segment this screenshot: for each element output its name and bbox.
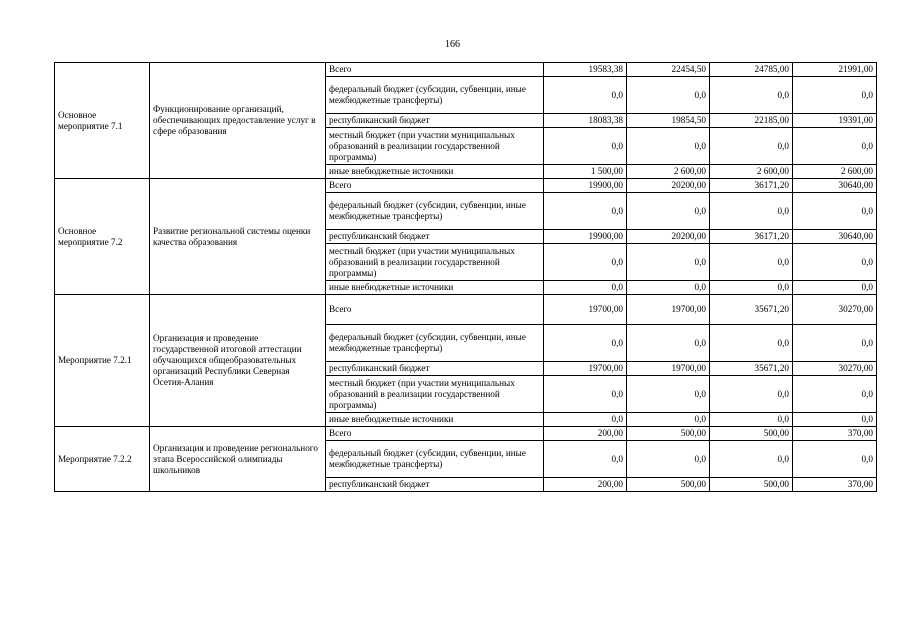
amount-cell: 0,0 [793,244,877,281]
activity-cell: Мероприятие 7.2.2 [55,427,150,492]
amount-cell: 0,0 [793,441,877,478]
funding-source-cell: местный бюджет (при участии муниципальных образований в реализации государственной программы) [326,128,544,165]
activity-cell: Основное мероприятие 7.1 [55,63,150,179]
amount-cell: 19700,00 [544,295,627,325]
amount-cell: 0,0 [544,193,627,230]
amount-cell: 200,00 [544,427,627,441]
funding-source-cell: федеральный бюджет (субсидии, субвенции, иные межбюджетные трансферты) [326,441,544,478]
amount-cell: 0,0 [627,413,710,427]
activity-cell: Основное мероприятие 7.2 [55,179,150,295]
table-row [55,63,877,77]
activity-name-cell: Функционирование организаций, обеспечивающих предоставление услуг в сфере образования [150,63,326,179]
amount-cell: 0,0 [627,281,710,295]
amount-cell: 0,0 [627,244,710,281]
table-row [55,427,877,441]
amount-cell: 0,0 [710,281,793,295]
page-number: 166 [445,39,460,50]
amount-cell: 0,0 [793,281,877,295]
activity-cell: Мероприятие 7.2.1 [55,295,150,427]
amount-cell: 370,00 [793,427,877,441]
budget-table-body [55,63,877,492]
amount-cell: 20200,00 [627,230,710,244]
amount-cell: 0,0 [793,193,877,230]
funding-source-cell: федеральный бюджет (субсидии, субвенции, иные межбюджетные трансферты) [326,325,544,362]
amount-cell: 21991,00 [793,63,877,77]
amount-cell: 2 600,00 [710,165,793,179]
amount-cell: 370,00 [793,478,877,492]
amount-cell: 19583,38 [544,63,627,77]
amount-cell: 0,0 [627,325,710,362]
amount-cell: 30270,00 [793,295,877,325]
amount-cell: 19900,00 [544,179,627,193]
table-row [55,179,877,193]
amount-cell: 0,0 [793,325,877,362]
amount-cell: 2 600,00 [627,165,710,179]
amount-cell: 500,00 [710,427,793,441]
amount-cell: 0,0 [710,376,793,413]
amount-cell: 0,0 [544,77,627,114]
amount-cell: 35671,20 [710,295,793,325]
amount-cell: 500,00 [710,478,793,492]
table-row [55,295,877,325]
amount-cell: 0,0 [627,77,710,114]
amount-cell: 19854,50 [627,114,710,128]
amount-cell: 0,0 [710,244,793,281]
amount-cell: 0,0 [544,376,627,413]
funding-source-cell: местный бюджет (при участии муниципальных образований в реализации государственной программы) [326,376,544,413]
amount-cell: 1 500,00 [544,165,627,179]
amount-cell: 22454,50 [627,63,710,77]
amount-cell: 0,0 [793,77,877,114]
activity-name-cell: Организация и проведение государственной итоговой аттестации обучающихся общеобразовательных организаций Республики Северная Осетия-Алания [150,295,326,427]
amount-cell: 19700,00 [627,295,710,325]
amount-cell: 20200,00 [627,179,710,193]
amount-cell: 24785,00 [710,63,793,77]
amount-cell: 0,0 [710,128,793,165]
amount-cell: 30640,00 [793,179,877,193]
funding-source-cell: Всего [326,295,544,325]
amount-cell: 19700,00 [627,362,710,376]
amount-cell: 0,0 [710,413,793,427]
amount-cell: 19900,00 [544,230,627,244]
funding-source-cell: республиканский бюджет [326,114,544,128]
amount-cell: 0,0 [710,193,793,230]
funding-source-cell: Всего [326,179,544,193]
amount-cell: 500,00 [627,478,710,492]
funding-source-cell: местный бюджет (при участии муниципальных образований в реализации государственной программы) [326,244,544,281]
amount-cell: 36171,20 [710,230,793,244]
amount-cell: 0,0 [627,193,710,230]
amount-cell: 500,00 [627,427,710,441]
funding-source-cell: республиканский бюджет [326,478,544,492]
amount-cell: 19700,00 [544,362,627,376]
funding-source-cell: иные внебюджетные источники [326,281,544,295]
amount-cell: 18083,38 [544,114,627,128]
amount-cell: 0,0 [627,441,710,478]
amount-cell: 30270,00 [793,362,877,376]
amount-cell: 30640,00 [793,230,877,244]
funding-source-cell: Всего [326,427,544,441]
amount-cell: 0,0 [627,128,710,165]
amount-cell: 19391,00 [793,114,877,128]
amount-cell: 0,0 [544,325,627,362]
amount-cell: 35671,20 [710,362,793,376]
amount-cell: 2 600,00 [793,165,877,179]
amount-cell: 0,0 [793,128,877,165]
funding-source-cell: федеральный бюджет (субсидии, субвенции, иные межбюджетные трансферты) [326,193,544,230]
budget-table [54,62,877,492]
funding-source-cell: республиканский бюджет [326,362,544,376]
activity-name-cell: Развитие региональной системы оценки качества образования [150,179,326,295]
amount-cell: 0,0 [544,413,627,427]
amount-cell: 0,0 [793,376,877,413]
amount-cell: 0,0 [627,376,710,413]
amount-cell: 200,00 [544,478,627,492]
amount-cell: 36171,20 [710,179,793,193]
amount-cell: 0,0 [544,441,627,478]
amount-cell: 0,0 [793,413,877,427]
amount-cell: 22185,00 [710,114,793,128]
amount-cell: 0,0 [544,281,627,295]
funding-source-cell: Всего [326,63,544,77]
amount-cell: 0,0 [544,244,627,281]
amount-cell: 0,0 [710,77,793,114]
amount-cell: 0,0 [710,441,793,478]
funding-source-cell: иные внебюджетные источники [326,165,544,179]
activity-name-cell: Организация и проведение регионального этапа Всероссийской олимпиады школьников [150,427,326,492]
funding-source-cell: федеральный бюджет (субсидии, субвенции, иные межбюджетные трансферты) [326,77,544,114]
funding-source-cell: республиканский бюджет [326,230,544,244]
funding-source-cell: иные внебюджетные источники [326,413,544,427]
amount-cell: 0,0 [544,128,627,165]
amount-cell: 0,0 [710,325,793,362]
